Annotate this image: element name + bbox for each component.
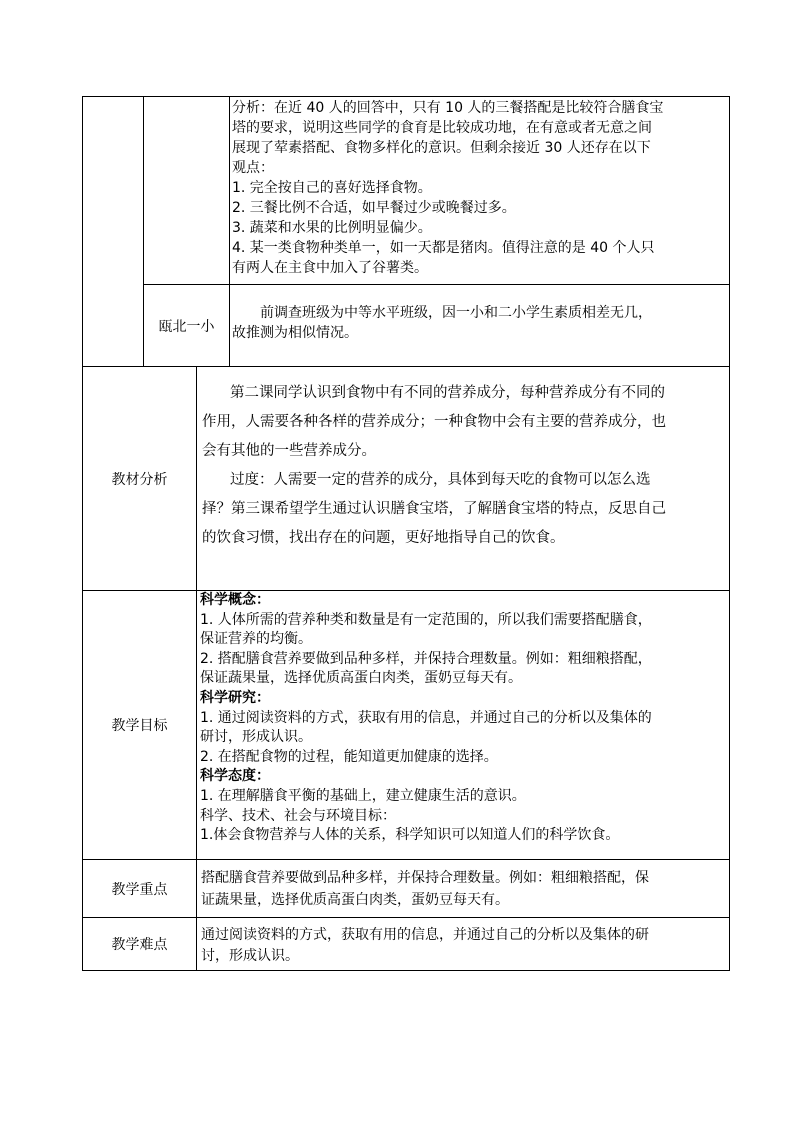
attitude-heading: 科学态度： [200, 768, 270, 785]
analysis-line: 展现了荤素搭配、食物多样化的意识。但剩余接近 30 人还存在以下 [232, 140, 651, 156]
concept-line: 保证蔬果量，选择优质高蛋白肉类，蛋奶豆每天有。 [200, 670, 522, 687]
concept-line: 2. 搭配膳食营养要做到品种多样，并保持合理数量。例如：粗细粮搭配， [200, 650, 652, 667]
attitude-line: 1.体会食物营养与人体的关系，科学知识可以知道人们的科学饮食。 [200, 827, 620, 844]
analysis-line: 塔的要求，说明这些同学的食育是比较成功地，在有意或者无意之间 [232, 120, 652, 136]
school-line: 故推测为相似情况。 [232, 325, 358, 341]
concept-line: 1. 人体所需的营养种类和数量是有一定范围的，所以我们需要搭配膳食， [200, 611, 652, 628]
attitude-line: 科学、技术、社会与环境目标： [200, 807, 396, 824]
attitude-line: 1. 在理解膳食平衡的基础上，建立健康生活的意识。 [200, 787, 526, 804]
textbook-line: 过度：人需要一定的营养的成分，具体到每天吃的食物可以怎么选 [230, 472, 651, 488]
analysis-line: 有两人在主食中加入了谷薯类。 [232, 260, 428, 276]
research-line: 研讨，形成认识。 [200, 729, 312, 746]
textbook-label: 教材分析 [111, 471, 168, 488]
difficulties-line: 讨，形成认识。 [201, 948, 299, 964]
textbook-line: 择？第三课希望学生通过认识膳食宝塔，了解膳食宝塔的特点，反思自己 [202, 501, 666, 517]
difficulties-line: 通过阅读资料的方式，获取有用的信息，并通过自己的分析以及集体的研 [201, 927, 649, 943]
difficulties-label: 教学难点 [111, 937, 168, 953]
keypoints-text-cell [201, 867, 728, 911]
textbook-line: 第二课同学认识到食物中有不同的营养成分，每种营养成分有不同的 [230, 385, 665, 401]
concept-line: 保证营养的均衡。 [200, 631, 312, 648]
table-border-bottom [82, 970, 730, 971]
keypoints-line: 搭配膳食营养要做到品种多样，并保持合理数量。例如：粗细粮搭配，保 [201, 870, 649, 886]
analysis-line: 1. 完全按自己的喜好选择食物。 [232, 180, 432, 196]
research-line: 2. 在搭配食物的过程，能知道更加健康的选择。 [200, 748, 498, 765]
keypoints-label: 教学重点 [111, 881, 168, 898]
goals-label: 教学目标 [111, 718, 168, 734]
analysis-line: 2. 三餐比例不合适，如早餐过少或晚餐过多。 [232, 200, 516, 216]
textbook-text-cell [202, 379, 726, 553]
analysis-line: 观点： [232, 160, 274, 176]
textbook-line: 的饮食习惯，找出存在的问题，更好地指导自己的饮食。 [202, 530, 565, 546]
textbook-line: 会有其他的一些营养成分。 [202, 443, 376, 459]
column-divider-top-b [229, 96, 230, 367]
analysis-line: 分析：在近 40 人的回答中，只有 10 人的三餐搭配是比较符合膳食宝 [232, 100, 664, 116]
research-line: 1. 通过阅读资料的方式，获取有用的信息，并通过自己的分析以及集体的 [200, 709, 652, 726]
row-divider-school [143, 284, 730, 285]
goals-text-cell [200, 591, 728, 846]
table-border-right [729, 96, 730, 971]
school-line: 前调查班级为中等水平班级，因一小和二小学生素质相差无几， [260, 305, 652, 321]
research-heading: 科学研究： [200, 689, 270, 706]
table-border-top [82, 96, 730, 97]
concept-heading: 科学概念： [200, 592, 270, 608]
school-label: 瓯北一小 [158, 318, 215, 335]
column-divider-lower [196, 366, 197, 971]
analysis-line: 4. 某一类食物种类单一，如一天都是猪肉。值得注意的是 40 个人只 [232, 240, 655, 256]
survey-analysis-cell [232, 98, 728, 278]
keypoints-line: 证蔬果量，选择优质高蛋白肉类，蛋奶豆每天有。 [201, 892, 509, 908]
school-text-cell [232, 303, 728, 343]
textbook-line: 作用，人需要各种各样的营养成分；一种食物中会有主要的营养成分，也 [202, 414, 666, 430]
difficulties-text-cell [201, 925, 728, 967]
analysis-line: 3. 蔬菜和水果的比例明显偏少。 [232, 220, 432, 236]
